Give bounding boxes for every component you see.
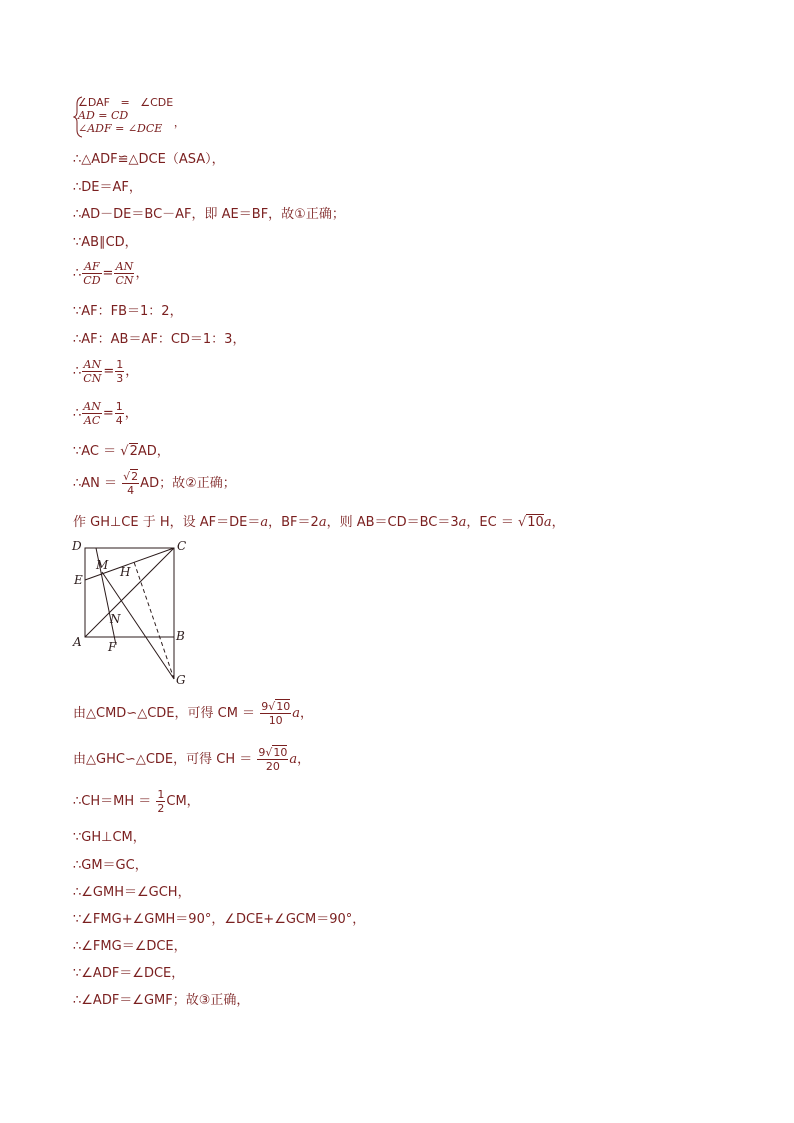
label-f: F bbox=[108, 640, 117, 654]
line-13: 由△CMD∽△CDE，可得 CM ＝ $\frac{9√10}{10}$ a， bbox=[73, 700, 313, 727]
line-12: 作 GH⊥CE 于 H，设 AF＝DE＝a，BF＝2a，则 AB＝CD＝BC＝3a，EC ＝ √10a， bbox=[73, 515, 565, 530]
label-n: N bbox=[110, 612, 121, 626]
label-g: G bbox=[176, 673, 186, 687]
line-6: ∵AF：FB＝1：2， bbox=[73, 304, 183, 319]
line-21: ∵∠ADF＝∠DCE， bbox=[73, 966, 185, 981]
fraction-an-cn: $\frac{AN}{CN}$ bbox=[115, 260, 134, 287]
label-b: B bbox=[176, 629, 185, 643]
line-5: ∴ $\frac{AF}{CD}$ = $\frac{AN}{CN}$ ， bbox=[73, 260, 149, 287]
line-22: ∴∠ADF＝∠GMF；故③正确， bbox=[73, 993, 250, 1008]
line-2: ∴DE＝AF， bbox=[73, 180, 142, 195]
fraction-one-quarter: $\frac{1}{4}$ bbox=[115, 400, 123, 427]
line-3: ∴AD－DE＝BC－AF，即 AE＝BF，故①正确； bbox=[73, 207, 345, 222]
fraction-cm: $\frac{9√10}{10}$ bbox=[261, 700, 291, 727]
label-e: E bbox=[74, 573, 83, 587]
fraction-an-cn-2: $\frac{AN}{CN}$ bbox=[83, 358, 102, 385]
segment-gh-dashed bbox=[134, 562, 174, 679]
system-row-1: ∠DAF = ∠CDE bbox=[78, 96, 174, 109]
fraction-an-ac: $\frac{AN}{AC}$ bbox=[83, 400, 101, 427]
fraction-af-cd: $\frac{AF}{CD}$ bbox=[83, 260, 101, 287]
geometry-figure bbox=[68, 538, 198, 688]
label-h: H bbox=[120, 565, 131, 579]
system-row-3: ∠ADF = ∠DCE ， bbox=[78, 116, 185, 135]
line-8: ∴ $\frac{AN}{CN}$ = $\frac{1}{3}$ ， bbox=[73, 358, 139, 385]
label-d: D bbox=[72, 539, 82, 553]
system-row-2: AD = CD bbox=[78, 109, 129, 122]
line-9: ∴ $\frac{AN}{AC}$ = $\frac{1}{4}$ ， bbox=[73, 400, 138, 427]
sqrt-2: √2 bbox=[120, 444, 138, 459]
line-4: ∵AB∥CD， bbox=[73, 235, 138, 250]
line-7: ∴AF：AB＝AF：CD＝1：3， bbox=[73, 332, 246, 347]
equation-system bbox=[78, 96, 185, 135]
line-20: ∴∠FMG＝∠DCE， bbox=[73, 939, 187, 954]
fraction-one-third: $\frac{1}{3}$ bbox=[116, 358, 124, 385]
system-comma: ， bbox=[173, 116, 185, 129]
fraction-sqrt2-over-4: $\frac{√2}{4}$ bbox=[123, 470, 139, 497]
line-17: ∴GM＝GC， bbox=[73, 858, 148, 873]
sqrt-10: √10 bbox=[517, 515, 544, 530]
line-19: ∵∠FMG+∠GMH＝90°，∠DCE+∠GCM＝90°， bbox=[73, 912, 366, 927]
label-c: C bbox=[177, 539, 187, 553]
label-m: M bbox=[96, 558, 109, 572]
label-a: A bbox=[73, 635, 82, 649]
line-1: ∴△ADF≌△DCE（ASA）， bbox=[73, 152, 225, 167]
fraction-ch: $\frac{9√10}{20}$ bbox=[258, 746, 288, 773]
line-11: ∴AN ＝ $\frac{√2}{4}$ AD；故②正确； bbox=[73, 470, 236, 497]
fraction-one-half: $\frac{1}{2}$ bbox=[157, 788, 165, 815]
line-16: ∵GH⊥CM， bbox=[73, 830, 146, 845]
line-15: ∴CH＝MH ＝ $\frac{1}{2}$ CM， bbox=[73, 788, 200, 815]
line-18: ∴∠GMH＝∠GCH， bbox=[73, 885, 191, 900]
line-14: 由△GHC∽△CDE，可得 CH ＝ $\frac{9√10}{20}$ a， bbox=[73, 746, 311, 773]
line-10: ∵AC ＝ √2AD， bbox=[73, 444, 170, 459]
